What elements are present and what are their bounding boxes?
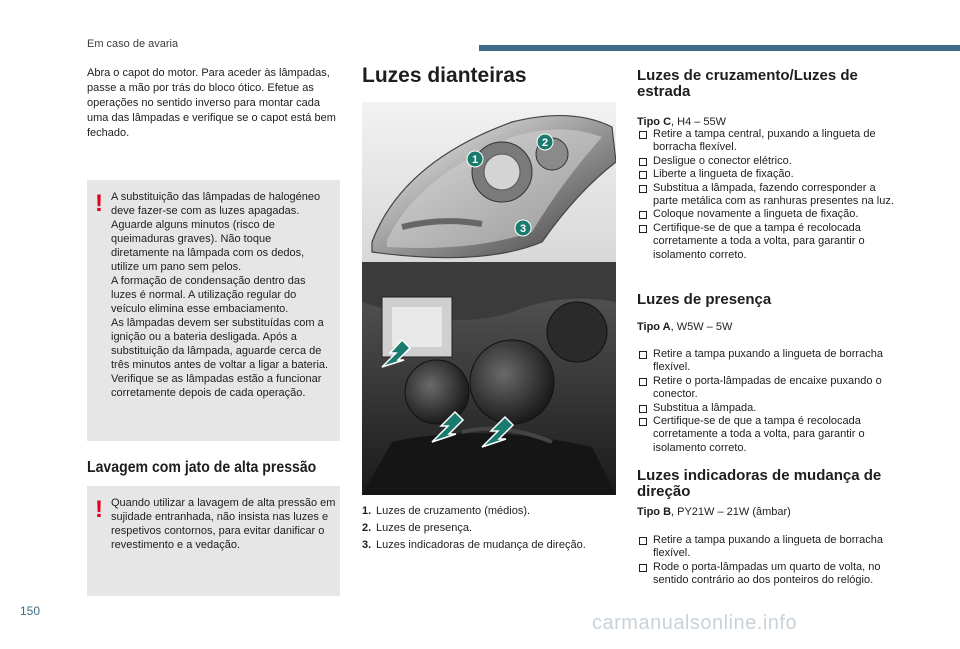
checkbox-icon: [639, 131, 647, 139]
heading-side-light: Luzes de presença: [637, 291, 772, 308]
heading-indicators: Luzes indicadoras de mudança de direção: [637, 467, 882, 500]
bulb-type-label: Tipo C: [637, 116, 672, 128]
checkbox-icon: [639, 185, 647, 193]
marker-label: 1: [471, 154, 479, 166]
warning-box-bulbs: [87, 180, 340, 441]
bulb-type-side-light: [637, 320, 895, 334]
step-text: Retire a tampa puxando a lingueta de borracha flexível.: [653, 534, 883, 560]
checkbox-icon: [639, 211, 647, 219]
headlamp-illustration: [362, 102, 616, 495]
legend-item: [362, 538, 617, 552]
step-item: [637, 415, 895, 455]
step-text: Liberte a lingueta de fixação.: [653, 168, 794, 181]
watermark: carmanualsonline.info: [592, 612, 798, 634]
bulb-type-low-beam: [637, 115, 895, 129]
bulb-type-label: Tipo B: [637, 506, 672, 518]
step-text: Retire o porta-lâmpadas de encaixe puxando o conector.: [653, 374, 882, 401]
checkbox-icon: [639, 537, 647, 545]
step-item: [637, 534, 895, 561]
step-text: Retire a tampa puxando a lingueta de borracha flexível.: [653, 348, 883, 374]
step-text: Substitua a lâmpada, fazendo corresponder a parte metálica com as ranhuras presentes na luz.: [653, 181, 894, 208]
step-item: [637, 348, 895, 375]
bulb-type-label: Tipo A: [637, 321, 671, 333]
header-accent-bar: [479, 45, 960, 51]
legend-number: 3.: [362, 539, 372, 551]
warning-paragraph: A formação de condensação dentro das luzes é normal. A utilização regular do veículo elimina esse embaciamento.: [111, 275, 306, 315]
marker-label: 3: [519, 223, 527, 235]
checkbox-icon: [639, 225, 647, 233]
step-text: Substitua a lâmpada.: [653, 401, 757, 414]
heading-low-beam: Luzes de cruzamento/Luzes de estrada: [637, 67, 858, 100]
page-number: 150: [20, 604, 41, 618]
warning-text: [111, 190, 331, 400]
intro-paragraph: Abra o capot do motor. Para aceder às lâmpadas, passe a mão por trás do bloco ótico. Efetue as operações no sentido inverso para montar cada uma das lâmpadas e verifique se o capot está bem fechado.: [87, 67, 336, 139]
headlamp-photo: [362, 102, 616, 495]
warning-icon: !: [95, 496, 103, 523]
step-item: [637, 155, 895, 168]
step-text: Certifique-se de que a tampa é recolocada corretamente a toda a volta, para garantir o isolamento correto.: [653, 221, 865, 261]
step-item: [637, 222, 895, 262]
checkbox-icon: [639, 378, 647, 386]
step-item: [637, 561, 895, 588]
legend-number: 2.: [362, 522, 372, 534]
step-text: Retire a tampa central, puxando a lingueta de borracha flexível.: [653, 128, 876, 154]
legend-item: [362, 521, 617, 535]
legend-text: Luzes indicadoras de mudança de direção.: [376, 539, 586, 551]
checkbox-icon: [639, 158, 647, 166]
checkbox-icon: [639, 418, 647, 426]
step-text: Coloque novamente a lingueta de fixação.: [653, 208, 859, 221]
running-header: Em caso de avaria: [87, 38, 179, 50]
photo-legend: [362, 504, 617, 555]
step-item: [637, 375, 895, 402]
legend-number: 1.: [362, 505, 372, 517]
steps-low-beam: [637, 128, 895, 262]
step-item: [637, 208, 895, 221]
step-item: [637, 182, 895, 209]
bulb-type-value: , W5W – 5W: [670, 321, 733, 333]
warning-text: Quando utilizar a lavagem de alta pressão em sujidade entranhada, não insista nas luzes e respetivos contornos, para evitar danificar o revestimento e a vedação.: [111, 497, 336, 551]
checkbox-icon: [639, 171, 647, 179]
step-item: [637, 128, 895, 155]
checkbox-icon: [639, 351, 647, 359]
checkbox-icon: [639, 405, 647, 413]
warning-paragraph: As lâmpadas devem ser substituídas com a ignição ou a bateria desligada. Após a substituição da lâmpada, aguarde cerca de três minutos antes de voltar a ligar a bateria.: [111, 317, 329, 371]
section-title-wash: Lavagem com jato de alta pressão: [87, 459, 317, 476]
step-text: Desligue o conector elétrico.: [653, 154, 792, 167]
steps-side-light: [637, 348, 895, 455]
legend-text: Luzes de cruzamento (médios).: [376, 505, 531, 517]
step-text: Rode o porta-lâmpadas um quarto de volta, no sentido contrário ao dos ponteiros do relógio.: [653, 560, 881, 587]
marker-label: 2: [541, 137, 549, 149]
warning-paragraph: Verifique se as lâmpadas estão a funcionar corretamente depois de cada operação.: [111, 373, 322, 399]
bulb-type-indicators: [637, 505, 895, 519]
warning-icon: !: [95, 190, 103, 217]
checkbox-icon: [639, 564, 647, 572]
steps-indicators: [637, 534, 895, 588]
bulb-type-value: , H4 – 55W: [671, 116, 727, 128]
step-item: [637, 402, 895, 415]
step-item: [637, 168, 895, 181]
bulb-type-value: , PY21W – 21W (âmbar): [671, 506, 791, 518]
warning-box-wash: [87, 486, 340, 596]
page-title: Luzes dianteiras: [362, 64, 527, 87]
warning-paragraph: A substituição das lâmpadas de halogéneo deve fazer-se com as luzes apagadas. Aguarde alguns minutos (risco de queimaduras graves). Não toque diretamente na lâmpada com os dedos, utilize um pano sem pelos.: [111, 191, 321, 273]
legend-text: Luzes de presença.: [376, 522, 473, 534]
legend-item: [362, 504, 617, 518]
step-text: Certifique-se de que a tampa é recolocada corretamente a toda a volta, para garantir o isolamento correto.: [653, 415, 865, 454]
